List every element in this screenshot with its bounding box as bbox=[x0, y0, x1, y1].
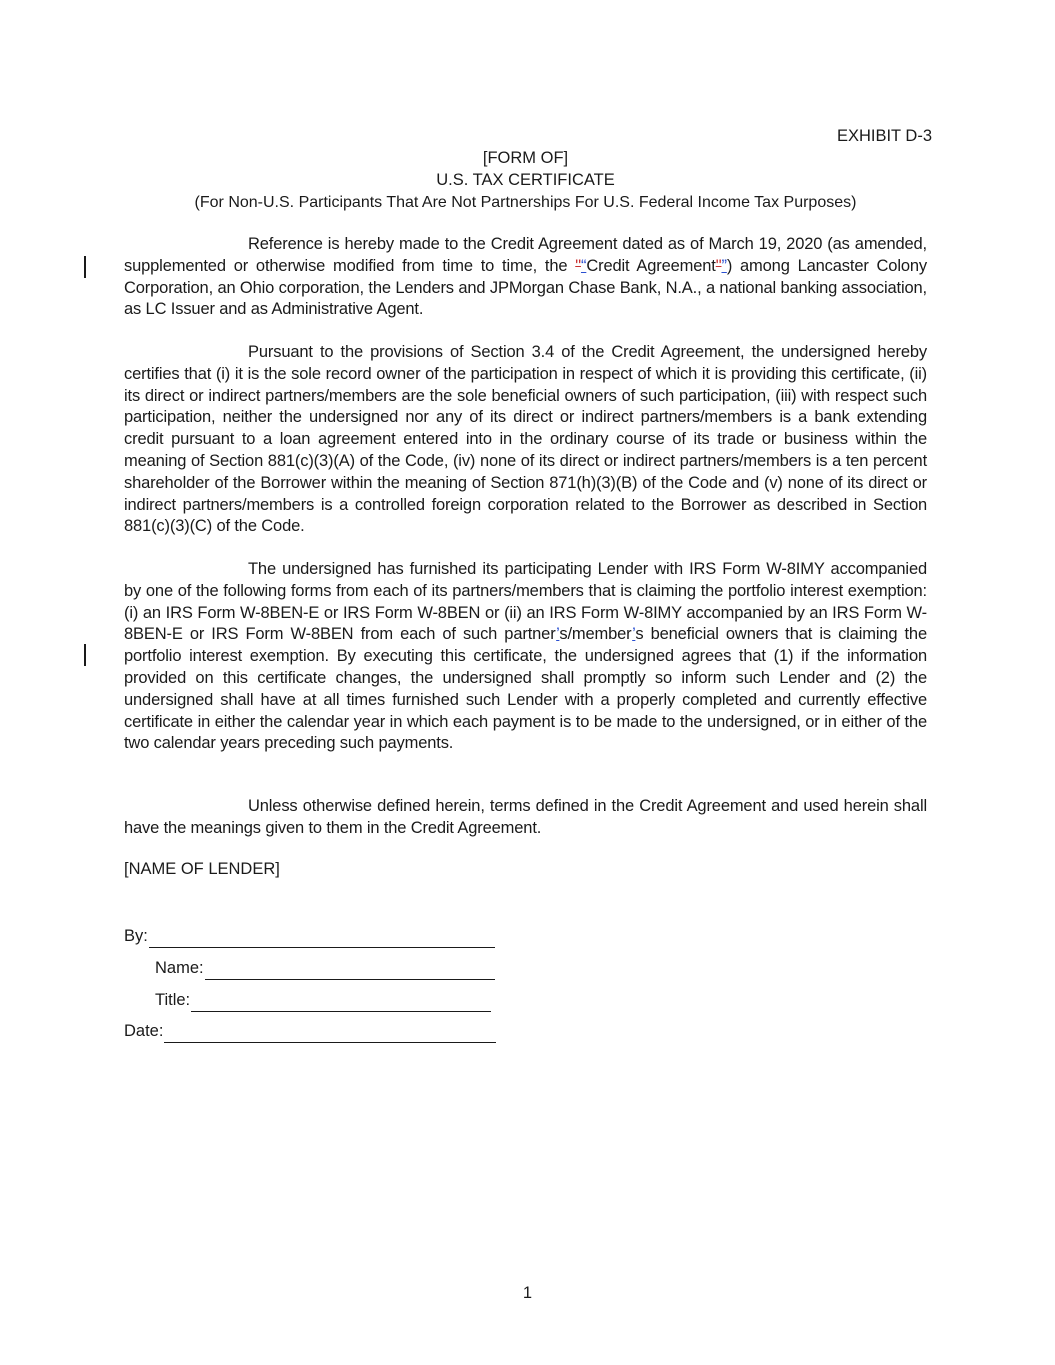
form-of-heading: [FORM OF] bbox=[482, 149, 569, 167]
by-label: By: bbox=[124, 927, 148, 945]
name-label: Name: bbox=[155, 959, 204, 977]
certificate-title: U.S. TAX CERTIFICATE bbox=[436, 171, 615, 189]
revision-change-bar bbox=[84, 644, 86, 666]
by-signature-line[interactable] bbox=[149, 927, 495, 948]
signature-name-row bbox=[155, 958, 495, 980]
paragraph-text: The undersigned has furnished its participating Lender with IRS Form W-8IMY accompanied by one of the following forms from each of its partners/members that is claiming the portfolio interest exemption: (i) an IRS Form W-8BEN-E or IRS Form W-8BEN or (ii) an IRS Form W-8IMY accompanied by an IRS Form W-8BEN-E or IRS Form W-8BEN from each of such partner bbox=[124, 560, 927, 644]
title-label: Title: bbox=[155, 991, 191, 1009]
paragraph-text: Reference is hereby made to the Credit Agreement dated as of March 19, 2020 (as amended, supplemented or otherwise modified from time to time, the bbox=[124, 235, 927, 275]
date-label: Date: bbox=[124, 1022, 164, 1040]
paragraph-definitions: Unless otherwise defined herein, terms defined in the Credit Agreement and used herein shall have the meanings given to them in the Credit Agreement. bbox=[124, 797, 927, 837]
deleted-quote: " bbox=[575, 256, 581, 275]
deleted-quote: " bbox=[715, 256, 722, 275]
paragraph-text: s beneficial owners that is claiming the portfolio interest exemption. By executing this certificate, the undersigned agrees that (1) if the information provided on this certificate changes, the undersigned shall promptly so inform such Lender and (2) the undersigned shall have at all times furnished such Lender with a properly completed and currently effective certificate in either the calendar year in which each payment is to be made to the undersigned, or in either of the two calendar years preceding such payments. bbox=[124, 625, 927, 753]
inserted-apostrophe: ’ bbox=[556, 625, 560, 644]
title-signature-line[interactable] bbox=[191, 991, 491, 1012]
certificate-subtitle: (For Non-U.S. Participants That Are Not Partnerships For U.S. Federal Income Tax Purposes) bbox=[194, 194, 857, 211]
signature-title-row bbox=[155, 990, 491, 1012]
lender-name-placeholder: [NAME OF LENDER] bbox=[124, 860, 280, 878]
paragraph-certification: Pursuant to the provisions of Section 3.4 of the Credit Agreement, the undersigned hereby certifies that (i) it is the sole record owner of the participation in respect of which it is providing this certificate, (ii) its direct or indirect partners/members are the sole beneficial owners of such participation, (iii) with respect such participation, neither the undersigned nor any of its direct or indirect partners/members is a bank extending credit pursuant to a loan agreement entered into in the ordinary course of its trade or business within the meaning of Section 881(c)(3)(A) of the Code, (iv) none of its direct or indirect partners/members is a ten percent shareholder of the Borrower within the meaning of Section 871(h)(3)(B) of the Code and (v) none of its direct or indirect partners/members is a controlled foreign corporation related to the Borrower as described in Section 881(c)(3)(C) of the Code. bbox=[124, 343, 927, 536]
revision-change-bar bbox=[84, 256, 86, 278]
page-number: 1 bbox=[522, 1284, 533, 1302]
paragraph-forms bbox=[124, 559, 927, 755]
inserted-apostrophe: ’ bbox=[632, 625, 636, 644]
signature-date-row bbox=[124, 1021, 496, 1043]
paragraph-text: s/member bbox=[559, 625, 633, 644]
exhibit-label: EXHIBIT D-3 bbox=[836, 127, 932, 145]
signature-by-row bbox=[124, 926, 495, 948]
paragraph-reference bbox=[124, 234, 927, 321]
inserted-quote: ” bbox=[721, 256, 727, 275]
paragraph-text: ) among Lancaster Colony Corporation, an Ohio corporation, the Lenders and JPMorgan Chase Bank, N.A., a national banking association, as LC Issuer and as Administrative Agent. bbox=[124, 256, 928, 319]
defined-term: Credit Agreement bbox=[586, 256, 716, 275]
date-signature-line[interactable] bbox=[164, 1022, 496, 1043]
inserted-quote: “ bbox=[580, 256, 587, 275]
name-signature-line[interactable] bbox=[205, 959, 495, 980]
